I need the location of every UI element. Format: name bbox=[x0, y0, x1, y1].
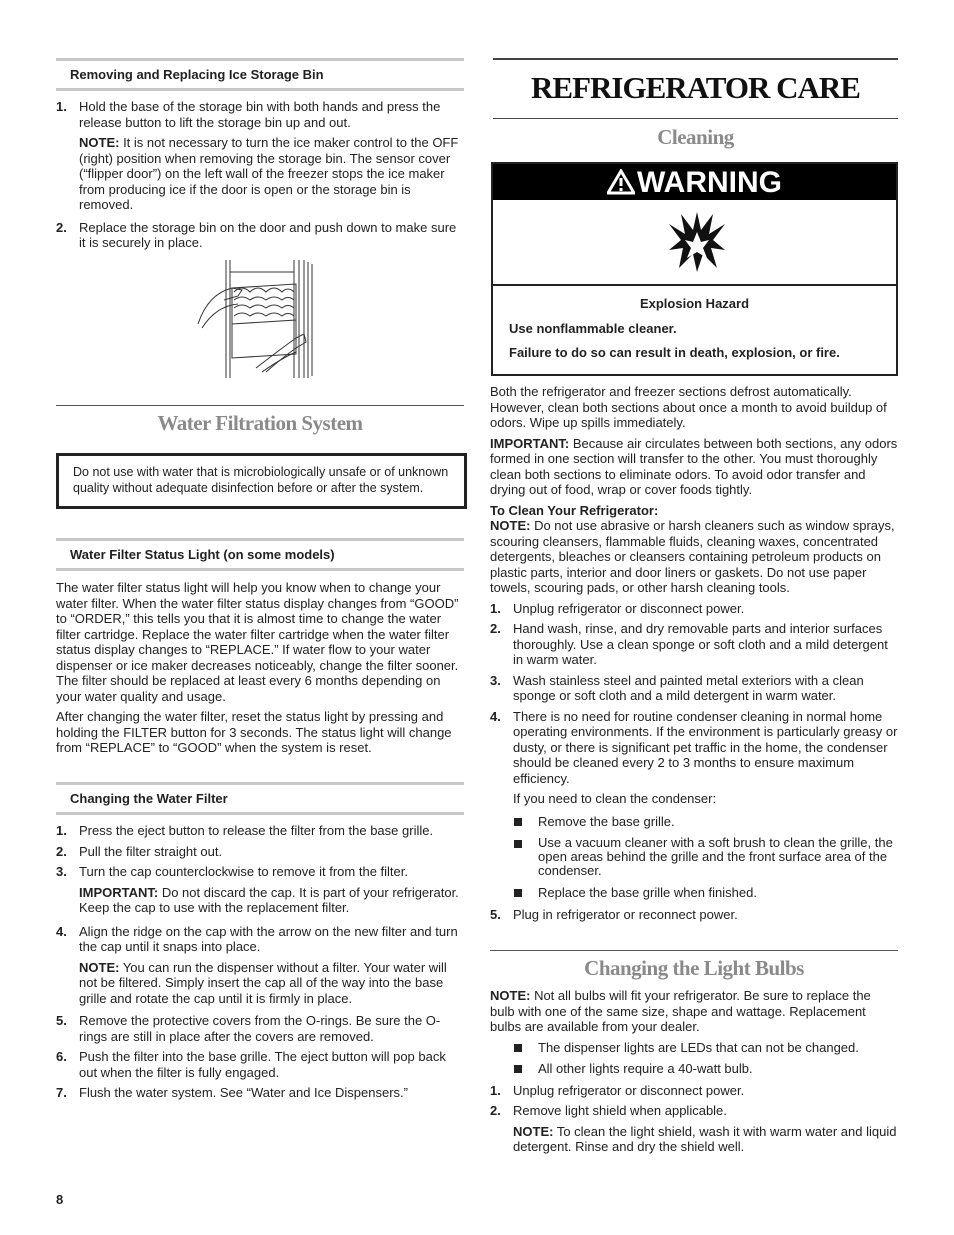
step-text: Align the ridge on the cap with the arrow on the new filter and turn the cap until it snaps into place. bbox=[79, 923, 458, 954]
note-text: It is not necessary to turn the ice maker control to the OFF (right) position when removing the storage bin. The sensor cover (“flipper door”) on the left wall of the freezer stops the ice maker from producing ice if the door is open or the storage bin is removed. bbox=[79, 135, 459, 212]
caution-text: Do not use with water that is microbiologically unsafe or of unknown quality without adequate disinfection before or after the system. bbox=[73, 465, 449, 495]
list-item bbox=[56, 99, 464, 130]
changing-filter-steps bbox=[56, 823, 464, 1101]
step-text: Push the filter into the base grille. The eject button will pop back out when the filter is fully engaged. bbox=[79, 1049, 446, 1080]
step-text: There is no need for routine condenser cleaning in normal home operating environments. If the environment is particularly greasy or dusty, or there is significant pet traffic in the home, the condenser should be cleaned every 2 to 3 months to ensure maximum efficiency. bbox=[513, 708, 898, 786]
step-number: 3. bbox=[490, 672, 501, 688]
explosion-icon bbox=[667, 210, 727, 274]
step-text: Remove light shield when applicable. bbox=[513, 1103, 727, 1118]
list-item bbox=[56, 864, 464, 880]
list-item bbox=[514, 814, 898, 830]
step-number: 5. bbox=[56, 1013, 67, 1028]
bullet-square-icon bbox=[514, 840, 522, 848]
bullet-square-icon bbox=[514, 1044, 522, 1052]
bullet-text: The dispenser lights are LEDs that can not be changed. bbox=[538, 1039, 859, 1055]
step-text: Turn the cap counterclockwise to remove it from the filter. bbox=[79, 864, 408, 879]
step-text: Hold the base of the storage bin with both hands and press the release button to lift the storage bin up and out. bbox=[79, 99, 441, 130]
note-paragraph bbox=[490, 988, 898, 1035]
status-light-body bbox=[56, 580, 464, 756]
bullet-text: Use a vacuum cleaner with a soft brush to clean the grille, the open areas behind the grille and the front surface area of the condenser. bbox=[538, 835, 893, 878]
note-label: NOTE: bbox=[490, 518, 531, 533]
paragraph: After changing the water filter, reset the status light by pressing and holding the FILTER button for 3 seconds. The status light will change from “REPLACE” to “GOOD” when the system is reset. bbox=[56, 709, 452, 755]
step-number: 2. bbox=[490, 1103, 501, 1118]
step-number: 5. bbox=[490, 906, 501, 922]
note-text: Not all bulbs will fit your refrigerator. Be sure to replace the bulb with one of the same size, shape and wattage. Replacement bulbs are available from your dealer. bbox=[490, 988, 871, 1034]
step-text: Pull the filter straight out. bbox=[79, 843, 223, 859]
step-number: 3. bbox=[56, 864, 67, 879]
subheading: To Clean Your Refrigerator: bbox=[490, 502, 659, 518]
paragraph: Both the refrigerator and freezer sections defrost automatically. However, clean both sections about once a month to avoid buildup of odors. Wipe up spills immediately. bbox=[490, 384, 887, 430]
step-number: 1. bbox=[56, 823, 67, 838]
warning-header bbox=[493, 164, 896, 200]
status-light-heading bbox=[56, 538, 464, 571]
step-number: 4. bbox=[490, 708, 501, 724]
changing-filter-heading bbox=[56, 782, 464, 815]
ice-bin-steps bbox=[56, 99, 464, 251]
page-number: 8 bbox=[56, 1192, 64, 1207]
ice-bin-heading bbox=[56, 58, 464, 91]
bullet-square-icon bbox=[514, 1065, 522, 1073]
step-text: Replace the storage bin on the door and push down to make sure it is securely in place. bbox=[79, 219, 457, 250]
list-item bbox=[56, 1049, 464, 1080]
hazard-title: Explosion Hazard bbox=[639, 296, 750, 311]
list-item bbox=[56, 823, 464, 839]
bulb-bullets bbox=[490, 1040, 898, 1077]
bullet-square-icon bbox=[514, 889, 522, 897]
status-light-heading-text: Water Filter Status Light (on some models) bbox=[70, 547, 335, 562]
note-text: You can run the dispenser without a filter. Your water will not be filtered. Simply insert the cap all of the way into the base grille and rotate the cap until it is firmly in place. bbox=[79, 959, 447, 1006]
step-text: Press the eject button to release the filter from the base grille. bbox=[79, 823, 434, 838]
step-text: Unplug refrigerator or disconnect power. bbox=[513, 600, 745, 616]
important-text: Do not discard the cap. It is part of your refrigerator. Keep the cap to use with the replacement filter. bbox=[79, 884, 459, 915]
important-label: IMPORTANT: bbox=[79, 884, 159, 900]
note-text: To clean the light shield, wash it with warm water and liquid detergent. Rinse and dry the shield well. bbox=[513, 1123, 897, 1154]
step-number: 1. bbox=[56, 99, 67, 114]
list-item bbox=[56, 1013, 464, 1044]
paragraph: The water filter status light will help you know when to change your water filter. When the water filter status display changes from “GOOD” to “ORDER,” this tells you that it is almost time to change the water filter cartridge. Replace the water filter cartridge when the water filter status display changes to “REPLACE.” If water flow to your water dispenser or ice maker decreases noticeably, change the filter sooner. The filter should be replaced at least every 6 months depending on your water quality and usage. bbox=[56, 580, 459, 704]
list-item bbox=[490, 621, 898, 668]
warning-symbol-panel bbox=[493, 200, 896, 286]
note-paragraph bbox=[56, 960, 464, 1007]
warning-label: WARNING bbox=[637, 166, 782, 199]
important-paragraph bbox=[490, 436, 898, 498]
bullet-text: Replace the base grille when finished. bbox=[538, 885, 757, 900]
section-divider bbox=[56, 405, 464, 406]
note-label: NOTE: bbox=[513, 1123, 554, 1139]
page-title: REFRIGERATOR CARE bbox=[531, 70, 860, 105]
note-paragraph bbox=[490, 1124, 898, 1155]
warning-line: Failure to do so can result in death, explosion, or fire. bbox=[509, 345, 840, 360]
note-label: NOTE: bbox=[79, 959, 120, 975]
bullet-text: All other lights require a 40-watt bulb. bbox=[538, 1061, 753, 1076]
bullet-square-icon bbox=[514, 818, 522, 826]
title-rule-bottom bbox=[493, 118, 898, 119]
list-item bbox=[56, 220, 464, 251]
caution-box bbox=[56, 453, 467, 509]
list-item bbox=[490, 907, 898, 923]
water-filtration-title: Water Filtration System bbox=[157, 411, 363, 435]
step-text: Plug in refrigerator or reconnect power. bbox=[513, 906, 738, 922]
ice-bin-illustration bbox=[196, 258, 376, 380]
cleaning-title: Cleaning bbox=[657, 125, 734, 149]
title-rule-top bbox=[493, 58, 898, 60]
changing-filter-heading-text: Changing the Water Filter bbox=[70, 791, 228, 806]
important-paragraph bbox=[56, 885, 464, 916]
step-number: 6. bbox=[56, 1049, 67, 1064]
step-number: 4. bbox=[56, 923, 67, 939]
step-text: Flush the water system. See “Water and Ice Dispensers.” bbox=[79, 1085, 408, 1100]
step-number: 7. bbox=[56, 1085, 67, 1100]
light-bulbs-body bbox=[490, 988, 898, 1155]
step-number: 2. bbox=[56, 219, 67, 235]
list-item bbox=[490, 709, 898, 787]
cleaning-body bbox=[490, 384, 898, 922]
ice-bin-heading-text: Removing and Replacing Ice Storage Bin bbox=[70, 67, 324, 82]
important-label: IMPORTANT: bbox=[490, 435, 570, 451]
list-item bbox=[56, 844, 464, 860]
note-text: Do not use abrasive or harsh cleaners such as window sprays, scouring cleansers, flammable fluids, cleaning waxes, concentrated detergents, bleaches or cleansers containing petroleum products on plastic parts, interior and door liners or gaskets. Do not use paper towels, scouring pads, or other harsh cleaning tools. bbox=[490, 518, 895, 595]
list-item bbox=[490, 601, 898, 617]
step-text: Wash stainless steel and painted metal exteriors with a clean sponge or soft cloth and a mild detergent in warm water. bbox=[513, 672, 864, 703]
condenser-bullets bbox=[490, 814, 898, 901]
warning-text-area bbox=[493, 286, 896, 361]
step-number: 1. bbox=[490, 1082, 501, 1098]
step-text: Hand wash, rinse, and dry removable parts and interior surfaces thoroughly. Use a clean sponge or soft cloth and a mild detergent in warm water. bbox=[513, 621, 888, 667]
step-text: Unplug refrigerator or disconnect power. bbox=[513, 1082, 745, 1098]
note-label: NOTE: bbox=[490, 988, 531, 1003]
list-item bbox=[514, 1040, 898, 1056]
list-item bbox=[56, 1085, 464, 1101]
warning-box bbox=[491, 162, 898, 376]
note-paragraph bbox=[56, 135, 464, 213]
list-item bbox=[490, 673, 898, 704]
list-item bbox=[490, 1083, 898, 1099]
step-number: 1. bbox=[490, 600, 501, 616]
bullet-text: Remove the base grille. bbox=[538, 813, 675, 829]
light-bulbs-title: Changing the Light Bulbs bbox=[584, 956, 804, 980]
important-text: Because air circulates between both sections, any odors formed in one section will transfer to the other. You must thoroughly clean both sections to eliminate odors. To avoid odor transfer and drying out of food, wrap or cover foods tightly. bbox=[490, 435, 898, 497]
list-item bbox=[56, 924, 464, 955]
condenser-intro bbox=[490, 791, 898, 807]
step-number: 2. bbox=[490, 621, 501, 636]
list-item bbox=[514, 885, 898, 901]
list-item bbox=[514, 1061, 898, 1077]
step-text: Remove the protective covers from the O-rings. Be sure the O-rings are still in place after the covers are removed. bbox=[79, 1013, 441, 1044]
condenser-intro-text: If you need to clean the condenser: bbox=[513, 791, 717, 806]
section-divider bbox=[490, 950, 898, 951]
note-label: NOTE: bbox=[79, 135, 120, 150]
step-number: 2. bbox=[56, 843, 67, 859]
list-item bbox=[490, 1103, 898, 1119]
list-item bbox=[514, 836, 898, 878]
warning-line: Use nonflammable cleaner. bbox=[509, 320, 677, 336]
note-paragraph bbox=[490, 518, 898, 596]
